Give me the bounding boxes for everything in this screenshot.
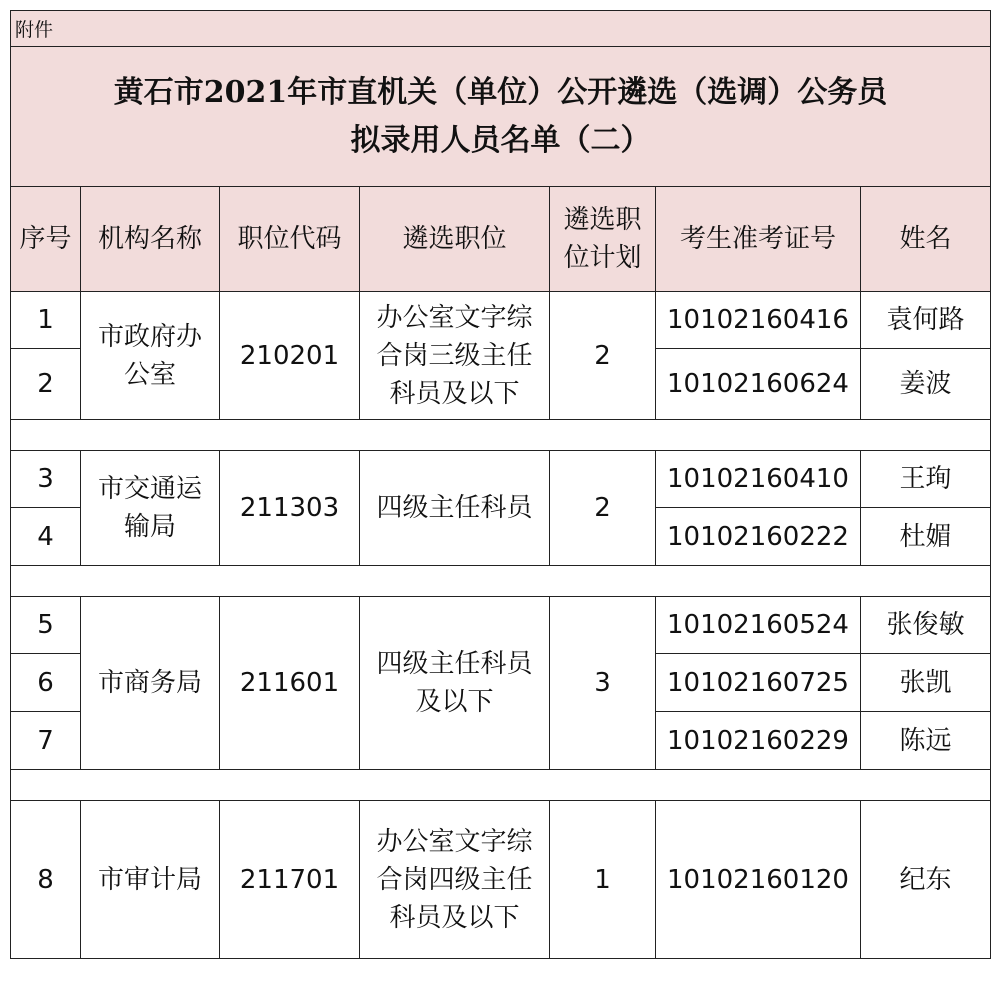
org-line: 市审计局 [97, 864, 202, 895]
attachment-label: 附件 [11, 11, 991, 47]
org-line: 市政府办 [97, 321, 202, 352]
name-cell: 纪东 [861, 801, 991, 959]
position-line: 及以下 [415, 687, 494, 717]
position-line: 合岗四级主任 [376, 864, 533, 895]
document-title [11, 47, 991, 187]
header-name: 姓名 [861, 187, 991, 292]
position-cell [360, 451, 550, 566]
header-plan-line-1: 遴选职 [563, 205, 642, 235]
personnel-table [10, 10, 991, 959]
title-line-1: 黄石市2021年市直机关（单位）公开遴选（选调）公务员 [113, 74, 888, 110]
org-cell [81, 801, 220, 959]
seq-cell: 1 [11, 292, 81, 349]
code-cell: 211701 [220, 801, 360, 959]
exam-id-cell: 10102160524 [656, 597, 861, 654]
exam-id-cell: 10102160416 [656, 292, 861, 349]
seq-cell: 6 [11, 654, 81, 712]
org-line: 公室 [123, 359, 176, 390]
position-line: 科员及以下 [389, 378, 520, 409]
seq-cell: 4 [11, 508, 81, 566]
name-cell: 张俊敏 [861, 597, 991, 654]
name-cell: 袁何路 [861, 292, 991, 349]
org-line: 市交通运 [97, 474, 202, 504]
position-cell [360, 597, 550, 770]
org-line: 市商务局 [97, 668, 202, 698]
exam-id-cell: 10102160725 [656, 654, 861, 712]
name-cell: 姜波 [861, 349, 991, 420]
exam-id-cell: 10102160624 [656, 349, 861, 420]
position-cell [360, 292, 550, 420]
plan-cell: 2 [550, 451, 656, 566]
position-cell [360, 801, 550, 959]
header-seq: 序号 [11, 187, 81, 292]
seq-cell: 3 [11, 451, 81, 508]
name-cell: 王珣 [861, 451, 991, 508]
position-line: 办公室文字综 [376, 826, 533, 857]
header-code: 职位代码 [220, 187, 360, 292]
code-cell: 211303 [220, 451, 360, 566]
plan-cell: 2 [550, 292, 656, 420]
spacer-row [11, 420, 991, 451]
title-line-2: 拟录用人员名单（二） [350, 122, 651, 158]
seq-cell: 2 [11, 349, 81, 420]
exam-id-cell: 10102160229 [656, 712, 861, 770]
seq-cell: 5 [11, 597, 81, 654]
name-cell: 杜媚 [861, 508, 991, 566]
header-exam-id: 考生准考证号 [656, 187, 861, 292]
position-line: 四级主任科员 [376, 649, 533, 679]
position-line: 科员及以下 [389, 902, 520, 933]
header-plan-line-2: 位计划 [563, 243, 642, 273]
org-cell [81, 597, 220, 770]
position-line: 办公室文字综 [376, 302, 533, 333]
table-row [11, 451, 991, 508]
spacer-row [11, 566, 991, 597]
org-cell [81, 292, 220, 420]
name-cell: 陈远 [861, 712, 991, 770]
seq-cell: 7 [11, 712, 81, 770]
exam-id-cell: 10102160120 [656, 801, 861, 959]
code-cell: 211601 [220, 597, 360, 770]
header-org: 机构名称 [81, 187, 220, 292]
org-line: 输局 [123, 512, 176, 542]
header-row [11, 187, 991, 292]
table-row [11, 292, 991, 349]
table-row [11, 801, 991, 959]
plan-cell: 3 [550, 597, 656, 770]
position-line: 合岗三级主任 [376, 340, 533, 371]
table-row [11, 597, 991, 654]
header-plan [550, 187, 656, 292]
code-cell: 210201 [220, 292, 360, 420]
seq-cell: 8 [11, 801, 81, 959]
name-cell: 张凯 [861, 654, 991, 712]
org-cell [81, 451, 220, 566]
position-line: 四级主任科员 [376, 493, 533, 523]
plan-cell: 1 [550, 801, 656, 959]
spacer-row [11, 770, 991, 801]
exam-id-cell: 10102160222 [656, 508, 861, 566]
exam-id-cell: 10102160410 [656, 451, 861, 508]
header-position: 遴选职位 [360, 187, 550, 292]
